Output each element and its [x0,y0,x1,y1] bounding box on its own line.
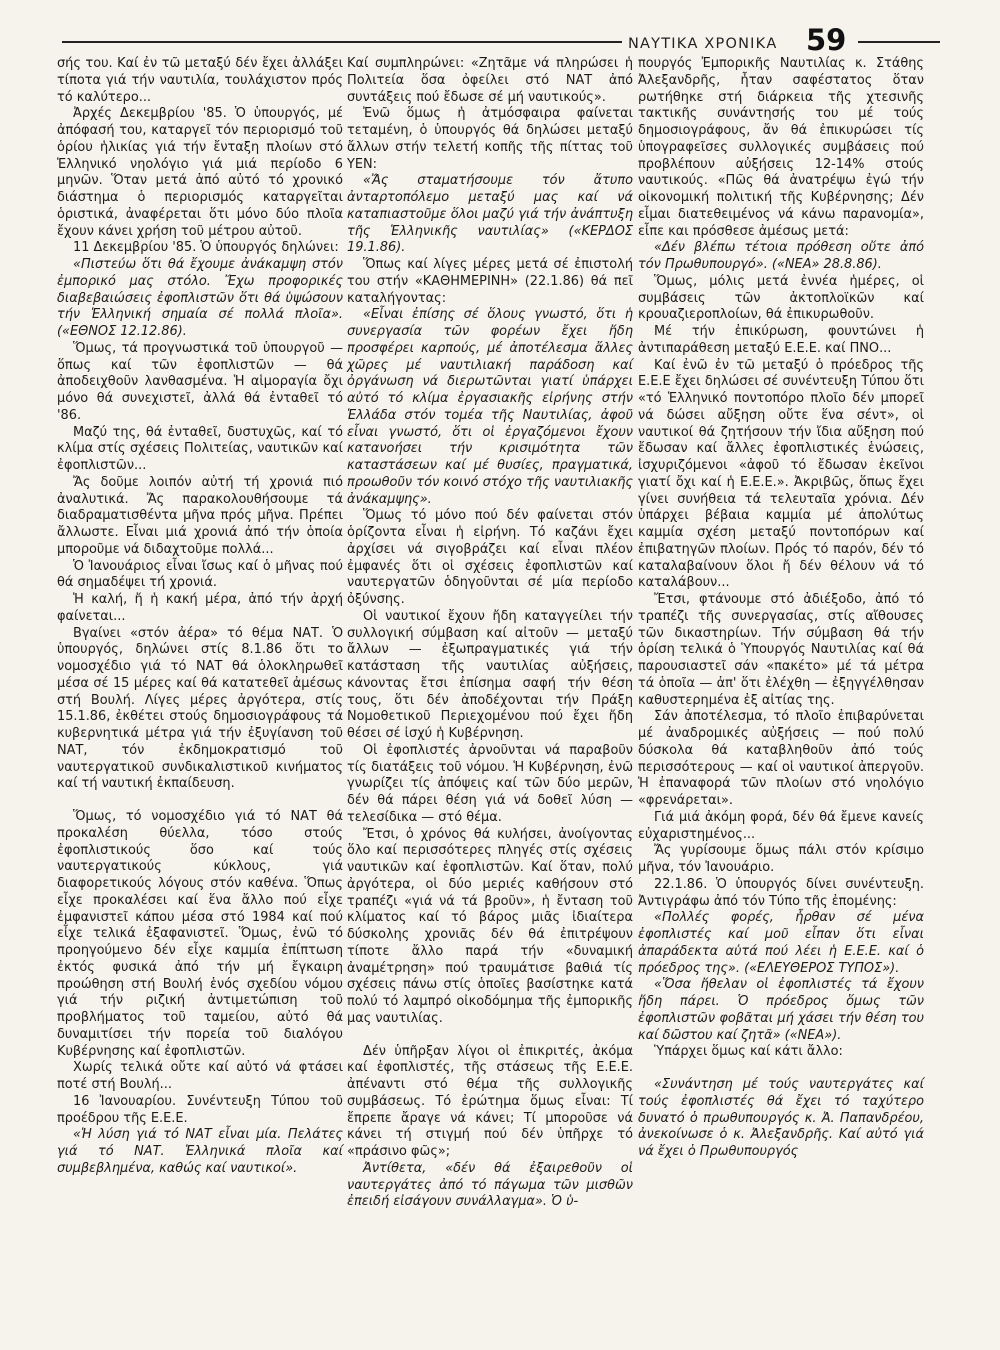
paragraph: Ἡ καλή, ἤ ἡ κακή μέρα, ἀπό τήν ἀρχή φαίνεται... [57,592,343,624]
paragraph: Ἀντίθετα, «δέν θά ἐξαιρεθοῦν οἱ ναυτεργάτες ἀπό τό πάγωμα τῶν μισθῶν ἐπειδή εἰσάγουν συνάλλαγμα». Ὁ ὑ- [347,1160,633,1210]
paragraph: Ἔτσι, ὁ χρόνος θά κυλήσει, ἀνοίγοντας ὅλο καί περισσότερες πληγές στίς σχέσεις ναυτικῶν καί ἐφοπλιστῶν. Καί ὅταν, πολύ ἀργότερα, οἱ δύο μεριές καθήσουν στό τραπέζι «γιά νά τά βροῦν», ἡ ἔνταση τοῦ κλίματος καί τό βάρος μιᾶς ἰδιαίτερα δύσκολης χρονιᾶς δέν θά ἐπιτρέψουν τίποτε ἄλλο παρά τήν «δυναμική ἀναμέτρηση» πού τραυμάτισε βαθιά τίς σχέσεις πάνω στίς ὁποῖες βασίστηκε κατά πολύ τό λαμπρό οἰκοδόμημα τῆς ἐμπορικῆς μας ναυτιλίας. [347,826,633,1026]
paragraph: Οἱ ναυτικοί ἔχουν ἤδη καταγγείλει τήν συλλογική σύμβαση καί αἰτοῦν — μεταξύ ἄλλων — ἐξωπραγματικές γιά τήν κατάσταση τῆς ναυτιλίας αὐξήσεις, κάνοντας ἔτσι ἐπίσημα σαφή τήν θέση τους, ὅτι δέν ἀποδέχονται τήν Πράξη Νομοθετικοῦ Περιεχομένου πού ἔχει ἤδη θέσει σέ ἰσχύ ἡ Κυβέρνηση. [347,608,633,741]
paragraph: Δέν ὑπῆρξαν λίγοι οἱ ἐπικριτές, ἀκόμα καί ἐφοπλιστές, τῆς στάσεως τῆς Ε.Ε.Ε. ἀπέναντι στό θέμα τῆς συλλογικῆς συμβάσεως. Τό ἐρώτημα ὅμως εἶναι: Τί ἔπρεπε ἄραγε νά κάνει; Τί μποροῦσε νά κάνει τή στιγμή πού δέν ὑπῆρχε τό «πράσινο φῶς»; [347,1043,633,1159]
magazine-name: ΝΑΥΤΙΚΑ ΧΡΟΝΙΚΑ [628,36,778,52]
paragraph: Γιά μιά ἀκόμη φορά, δέν θά ἔμενε κανείς εὐχαριστημένος... [638,809,924,842]
header-rule-left [62,41,622,43]
paragraph: «Εἶναι ἐπίσης σέ ὅλους γνωστό, ὅτι ἡ συνεργασία τῶν φορέων ἔχει ἤδη προσφέρει καρπούς, μέ ἀποτέλεσμα ἄλλες χῶρες μέ ναυτιλιακή παράδοση καί ὀργάνωση νά διερωτῶνται γιατί ὑπάρχει αὐτό τό κλίμα ἐργασιακῆς εἰρήνης στήν Ἑλλάδα στόν τομέα τῆς Ναυτιλίας, ἀφοῦ εἶναι γνωστό, ὅτι οἱ ἐργαζόμενοι ἔχουν κατανοήσει τήν κρισιμότητα τῶν καταστάσεων καί μέ θυσίες, πραγματικά, προωθοῦν τόν κοινό στόχο τῆς ναυτιλιακῆς ἀνάκαμψης». [347,307,633,507]
paragraph: Ὅμως, τά προγνωστικά τοῦ ὑπουργοῦ — ὅπως καί τῶν ἐφοπλιστῶν — θά ἀποδειχθοῦν λανθασμένα. Ἡ αἱμοραγία ὄχι μόνο θά συνεχιστεῖ, ἀλλά θά ἐνταθεῖ τό '86. [57,340,343,423]
article-column-1 [57,56,343,1178]
paragraph: «Πολλές φορές, ἦρθαν σέ μένα ἐφοπλιστές καί μοῦ εἶπαν ὅτι εἶναι ἀπαράδεκτα αὐτά πού λέει ἡ Ε.Ε.Ε. καί ὁ πρόεδρος της». («ΕΛΕΥΘΕΡΟΣ ΤΥΠΟΣ»). [638,910,924,976]
paragraph: Σάν ἀποτέλεσμα, τό πλοῖο ἐπιβαρύνεται μέ ἀναδρομικές αὐξήσεις — πού πολύ δύσκολα θά καταβληθοῦν ἀπό τούς περισσότερους — καί οἱ ναυτικοί ἀπεργοῦν. Ἡ ἐπαναφορά τῶν πλοίων στό νηολόγιο «φρενάρεται». [638,709,924,808]
article-column-3 [638,56,924,1161]
article-column-2 [347,56,633,1211]
paragraph: Ὅμως, τό νομοσχέδιο γιά τό ΝΑΤ θά προκαλέση θύελλα, τόσο στούς ἐφοπλιστικούς ὅσο καί τούς ναυτεργατικούς κύκλους, γιά διαφορετικούς λόγους στόν καθένα. Ὅπως εἶχε προκαλέσει καί ἕνα ἄλλο πού εἶχε ἐμφανιστεῖ κάπου μέσα στό 1984 καί πού εἶχε τελικά ἐξαφανιστεῖ. Ὅμως, ἐνῶ τό προηγούμενο δέν εἶχε καμμία ἐπίπτωση ἐκτός φυσικά ἀπό τήν μή ἔγκαιρη προώθηση στή Βουλή ἑνός σχεδίου νόμου γιά τήν ριζική ἀντιμετώπιση τοῦ προβλήματος τοῦ ταμείου, αὐτό θά δυναμιτίσει τήν πορεία τοῦ διαλόγου Κυβέρνησης καί ἐφοπλιστῶν. [57,809,343,1059]
paragraph: Ἄς δοῦμε λοιπόν αὐτή τή χρονιά πιό ἀναλυτικά. Ἄς παρακολουθήσουμε τά διαδραματισθέντα μῆνα πρός μῆνα. Πρέπει ἄλλωστε. Εἶναι μιά χρονιά ἀπό τήν ὁποία μποροῦμε νά διδαχτοῦμε πολλά... [57,474,343,557]
paragraph: «Ἄς σταματήσουμε τόν ἄτυπο ἀνταρτοπόλεμο μεταξύ μας καί νά καταπιαστοῦμε ὅλοι μαζύ γιά τήν ἀνάπτυξη τῆς Ἑλληνικῆς ναυτιλίας» («ΚΕΡΔΟΣ 19.1.86). [347,173,633,256]
paragraph: 11 Δεκεμβρίου '85. Ὁ ὑπουργός δηλώνει: [73,240,339,256]
page-header [0,20,1000,60]
paragraph: «Ἡ λύση γιά τό ΝΑΤ εἶναι μία. Πελάτες γιά τό ΝΑΤ. Ἑλληνικά πλοῖα καί συμβεβλημένα, καθώς καί ναυτικοί». [57,1127,343,1176]
paragraph: Ἀρχές Δεκεμβρίου '85. Ὁ ὑπουργός, μέ ἀπόφασή του, καταργεῖ τόν περιορισμό τοῦ ὁρίου ἡλικίας γιά τήν ἔνταξη πλοίων στό Ἑλληνικό νηολόγιο γιά μιά περίοδο 6 μηνῶν. Ὅταν μετά ἀπό αὐτό τό χρονικό διάστημα ὁ περιορισμός καταργεῖται ὁριστικά, ἀναφέρεται ὅτι μόνο δύο πλοῖα ἔχουν κάνει χρήση τοῦ μέτρου αὐτοῦ. [57,106,343,239]
paragraph: Μέ τήν ἐπικύρωση, φουντώνει ἡ ἀντιπαράθεση μεταξύ Ε.Ε.Ε. καί ΠΝΟ... [638,324,924,356]
paragraph: Βγαίνει «στόν ἀέρα» τό θέμα ΝΑΤ. Ὁ ὑπουργός, δηλώνει στίς 8.1.86 ὅτι το νομοσχέδιο γιά τό ΝΑΤ θά ὁλοκληρωθεῖ μέσα σέ 15 μέρες καί θά κατατεθεῖ ἀμέσως στή Βουλή. Λίγες μέρες ἀργότερα, στίς 15.1.86, ἐκθέτει στούς δημοσιογράφους τά κυβερνητικά μέτρα γιά τήν ἐξυγίανση τοῦ ΝΑΤ, τόν ἐκδημοκρατισμό τοῦ ναυτεργατικοῦ συνδικαλιστικοῦ κινήματος καί τή ναυτική ἐκπαίδευση. [57,625,343,792]
paragraph: Καί συμπληρώνει: «Ζητᾶμε νά πληρώσει ἡ Πολιτεία ὅσα ὀφείλει στό ΝΑΤ ἀπό συντάξεις πού ἔδωσε σέ μή ναυτικούς». [347,56,633,105]
paragraph: Ὅπως καί λίγες μέρες μετά σέ ἐπιστολή του στήν «ΚΑΘΗΜΕΡΙΝΗ» (22.1.86) θά πεῖ καταλήγοντας: [347,257,633,306]
paragraph: Οἱ ἐφοπλιστές ἀρνοῦνται νά παραβοῦν τίς διατάξεις τοῦ νόμου. Ἡ Κυβέρνηση, ἐνῶ γνωρίζει τίς ἀπόψεις καί τῶν δύο μερῶν, δέν θά πάρει θέση γιά νά δοθεῖ λύση — τελεσίδικα — στό θέμα. [347,742,633,825]
paragraph: 16 Ἰανουαρίου. Συνέντευξη Τύπου τοῦ προέδρου τῆς Ε.Ε.Ε. [57,1093,343,1126]
paragraph: Ἔτσι, φτάνουμε στό ἀδιέξοδο, ἀπό τό τραπέζι τῆς συνεργασίας, στίς αἴθουσες τῶν δικαστηρίων. Τήν σύμβαση θά τήν ὁρίση τελικά ὁ Ὑπουργός Ναυτιλίας καί θά παρουσιαστεῖ σάν «πακέτο» μέ τά μέτρα τά ὁποῖα — ἀπ' ὅτι ἐλέχθη — ἐξηγγέλθησαν καθυστερημένα ἐξ αἰτίας της. [638,592,924,708]
paragraph: Καί ἐνῶ ἐν τῶ μεταξύ ὁ πρόεδρος τῆς Ε.Ε.Ε ἔχει δηλώσει σέ συνέντευξη Τύπου ὅτι «τό Ἑλληνικό ποντοπόρο πλοῖο δέν μπορεῖ νά δώσει αὔξηση οὔτε ἕνα σέντ», οἱ ναυτικοί θά ζητήσουν τήν ἴδια αὔξηση πού ἔδωσαν καί ἄλλες ἐφοπλιστικές ἑνώσεις, ἰσχυριζόμενοι «ἀφοῦ τό ἔδωσαν ἐκεῖνοι γιατί ὄχι καί ἡ Ε.Ε.Ε.». Ἀκριβῶς, ὅπως ἔχει γίνει συνήθεια τά τελευταῖα χρόνια. Δέν ὑπάρχει βέβαια καμμία μέ ἀπολύτως καμμία σχέση μεταξύ ποντοπόρων καί ἐπιβατηγῶν πλοίων. Πρός τό παρόν, δέν τό καταλαβαίνουν ὅλοι ἤ δέν θέλουν νά τό καταλάβουν... [638,357,924,591]
header-rule-right [858,41,940,43]
paragraph: Ἄς γυρίσουμε ὅμως πάλι στόν κρίσιμο μῆνα, τόν Ἰανουάριο. [638,843,924,875]
paragraph: 22.1.86. Ὁ ὑπουργός δίνει συνέντευξη. Ἀντιγράφω ἀπό τόν Τύπο τῆς ἐπομένης: [638,876,924,909]
paragraph: Ὅμως, μόλις μετά ἐννέα ἡμέρες, οἱ συμβάσεις τῶν ἀκτοπλοϊκῶν καί κρουαζιεροπλοίων, θά ἐπικυρωθοῦν. [638,273,924,323]
paragraph: Μαζύ της, θά ἐνταθεῖ, δυστυχῶς, καί τό κλίμα στίς σχέσεις Πολιτείας, ναυτικῶν καί ἐφοπλιστῶν... [57,424,343,473]
paragraph: «Δέν βλέπω τέτοια πρόθεση οὔτε ἀπό τόν Πρωθυπουργό». («ΝΕΑ» 28.8.86). [638,240,924,272]
paragraph: Ὁ Ἰανουάριος εἶναι ἴσως καί ὁ μῆνας πού θά σημαδέψει τή χρονιά. [57,558,343,591]
paragraph: Ὅμως τό μόνο πού δέν φαίνεται στόν ὁρίζοντα εἶναι ἡ εἰρήνη. Τό καζάνι ἔχει ἀρχίσει νά σιγοβράζει καί εἶναι πλέον ἐμφανές ὅτι οἱ σχέσεις ἐφοπλιστῶν καί ναυτεργατῶν ὁδηγοῦνται σέ μία περίοδο ὀξύνσης. [347,508,633,607]
paragraph: σής του. Καί ἐν τῶ μεταξύ δέν ἔχει ἀλλάξει τίποτα γιά τήν ναυτιλία, τουλάχιστον πρός τό καλύτερο... [57,56,343,105]
paragraph: «Ὅσα ἤθελαν οἱ ἐφοπλιστές τά ἔχουν ἤδη πάρει. Ὁ πρόεδρος ὅμως τῶν ἐφοπλιστῶν φοβᾶται μή χάσει τήν θέση του καί δῶστου καί ζητᾶ» («ΝΕΑ»). [638,977,924,1043]
page-number: 59 [806,23,847,57]
paragraph: Ὑπάρχει ὅμως καί κάτι ἄλλο: [654,1044,843,1060]
paragraph: «Πιστεύω ὅτι θά ἔχουμε ἀνάκαμψη στόν ἐμπορικό μας στόλο. Ἔχω προφορικές διαβεβαιώσεις ἐφοπλιστῶν ὅτι θά ὑψώσουν τήν Ἑλληνική σημαία σέ πολλά πλοῖα». («ΕΘΝΟΣ 12.12.86). [57,257,343,339]
paragraph: «Συνάντηση μέ τούς ναυτεργάτες καί τούς ἐφοπλιστές θά ἔχει τό ταχύτερο δυνατό ὁ πρωθυπουργός κ. Ἀ. Παπανδρέου, ἀνεκοίνωσε ὁ κ. Ἀλεξανδρῆς. Καί αὐτό γιά νά ἔχει ὁ Πρωθυπουργός [638,1077,924,1159]
paragraph: πουργός Ἐμπορικῆς Ναυτιλίας κ. Στάθης Ἀλεξανδρῆς, ἦταν σαφέστατος ὅταν ρωτήθηκε στή διάρκεια τῆς χτεσινῆς τακτικῆς συνάντησής του μέ τούς δημοσιογράφους, ἄν θά ἐπικυρώσει τίς ὑπογραφεῖσες συλλογικές συμβάσεις πού προβλέπουν αὐξήσεις 12-14% στούς ναυτικούς. «Πῶς θά ἀνατρέψω ἐγώ τήν οἰκονομική πολιτική τῆς Κυβέρνησης; Δέν εἶμαι διατεθειμένος νά κάνω παρανομία», εἶπε και πρόσθεσε ἀμέσως μετά: [638,56,924,239]
paragraph: Χωρίς τελικά οὔτε καί αὐτό νά φτάσει ποτέ στή Βουλή... [57,1060,343,1092]
paragraph: Ἐνῶ ὅμως ἡ ἀτμόσφαιρα φαίνεται τεταμένη, ὁ ὑπουργός θά δηλώσει μεταξύ ἄλλων στήν τελετή κοπῆς τῆς πίττας τοῦ ΥΕΝ: [347,106,633,172]
